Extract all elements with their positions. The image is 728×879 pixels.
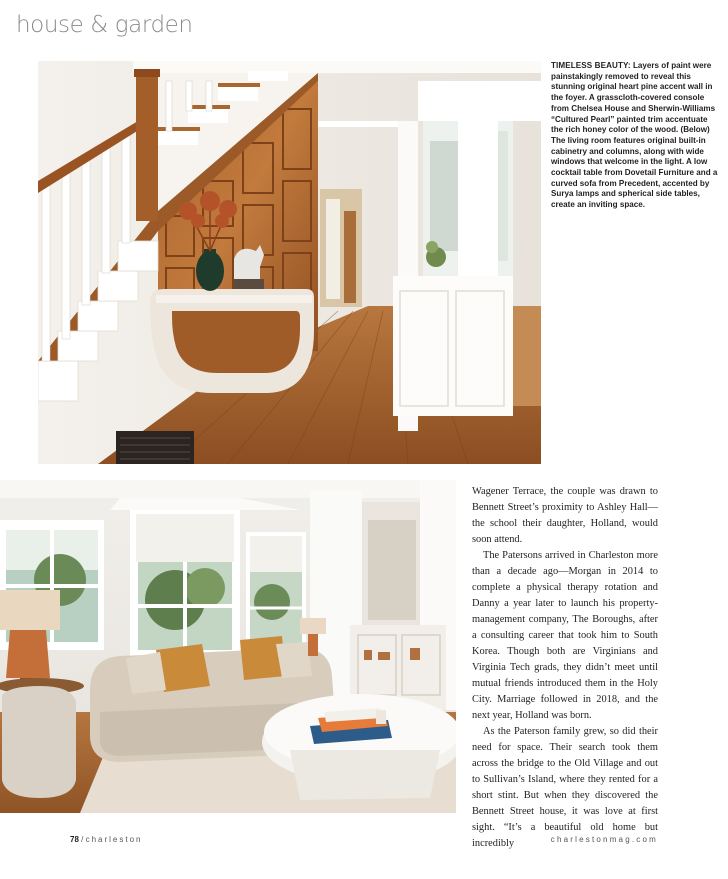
- caption-text: Layers of paint were painstakingly removed to reveal this stunning original heart pine accent wall in the foyer. A grasscloth-covered console from Chelsea House and Sherwin-Williams “Cultured Pearl” painted trim accentuate the rich honey color of the wood. (Below) The living room features original built-in cabinetry and columns, along with wide windows that welcome in the light. A low cocktail table from Dovetail Furniture and a curved sofa from Precedent, accented by Surya lamps and spherical side tables, create an inviting space.: [551, 61, 718, 210]
- foyer-photo: [38, 61, 541, 464]
- article-body: [472, 484, 658, 852]
- caption-lead: TIMELESS BEAUTY:: [551, 61, 631, 70]
- website-url: charlestonmag.com: [550, 835, 658, 844]
- magazine-name: charleston: [85, 835, 143, 844]
- living-room-photo: [0, 480, 456, 813]
- page-footer: [0, 835, 728, 849]
- folio-separator: /: [78, 835, 86, 844]
- photo-caption: [551, 61, 719, 211]
- section-title: house & garden: [16, 12, 193, 38]
- folio: [70, 835, 143, 844]
- article-paragraph: Wagener Terrace, the couple was drawn to Bennett Street’s proximity to Ashley Hall—the school their daughter, Holland, would soon attend.: [472, 486, 658, 545]
- article-paragraph: The Patersons arrived in Charleston more than a decade ago—Morgan in 2014 to complete a physical therapy rotation and Danny a year later to launch his property-management company, The Boroughs, after a consulting career that took him to South Korea. Though both are Virginians and Virginia Tech grads, they didn’t meet until mutual friends introduced them in the Holy City. Marriage followed in 2018, and the next year, Holland was born.: [472, 550, 658, 721]
- article-paragraph: As the Paterson family grew, so did their need for space. Their search took them across the bridge to the Old Village and out to Sullivan’s Island, where they rented for a short stint. But when they discovered the Bennett Street house, it was love at first sight. “It’s a beautiful old home but incredibly: [472, 726, 658, 849]
- page-number: 78: [70, 835, 79, 844]
